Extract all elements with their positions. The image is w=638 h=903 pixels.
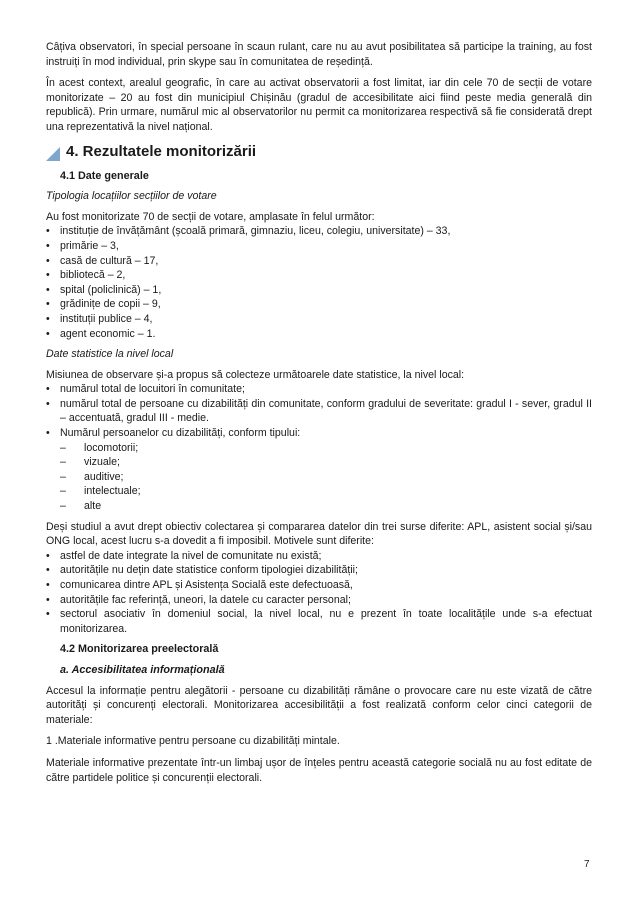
subsection-date-generale: 4.1 Date generale <box>60 169 149 182</box>
paragraph-materiale: Materiale informative prezentate într-un limbaj ușor de înțeles pentru această categorie socială nu au fost editate de către partidele politice și concurenții electorali. <box>46 756 592 784</box>
document-page <box>46 40 592 792</box>
list-item: • numărul total de locuitori în comunitate; <box>46 382 592 397</box>
section-heading <box>46 145 592 161</box>
stat-title: Date statistice la nivel local <box>46 348 174 361</box>
list-item: • instituții publice – 4, <box>46 312 592 327</box>
list-item: • agent economic – 1. <box>46 327 592 342</box>
page-number: 7 <box>584 859 590 870</box>
tipologia-title: Tipologia locațiilor secțiilor de votare <box>46 190 217 203</box>
list-item: • bibliotecă – 2, <box>46 268 592 283</box>
list-item: • grădinițe de copii – 9, <box>46 297 592 312</box>
list-item: • astfel de date integrate la nivel de comunitate nu există; <box>46 549 592 564</box>
list-item: • casă de cultură – 17, <box>46 254 592 269</box>
list-item: • instituție de învățământ (școală primară, gimnaziu, liceu, colegiu, universitate) – 33, <box>46 224 592 239</box>
stat-intro: Misiunea de observare și-a propus să colecteze următoarele date statistice, la nivel local: <box>46 368 465 381</box>
stat-list <box>46 382 592 513</box>
list-item: • autoritățile nu dețin date statistice conform tipologiei dizabilității; <box>46 563 592 578</box>
list-item: • sectorul asociativ în domeniul social, la nivel local, nu e prezent în toate localitățile unde s-a efectuat monitorizarea. <box>46 607 592 636</box>
list-item: • autoritățile fac referință, uneori, la datele cu caracter personal; <box>46 593 592 608</box>
paragraph-desi: Deși studiul a avut drept obiectiv colectarea și compararea datelor din trei surse diferite: APL, asistent social și/sau ONG local, acest lucru s-a dovedit a fi imposibil. Motivele sunt diferite: <box>46 520 592 548</box>
paragraph-acces: Accesul la informație pentru alegătorii - persoane cu dizabilități rămâne o provocare care nu este vizată de către autorități și concurenți electorali. Monitorizarea accesibilității a fost realizată conform celor cinci categorii de materiale: <box>46 684 592 726</box>
list-item <box>46 426 592 514</box>
tipologia-list <box>46 224 592 341</box>
list-item: – vizuale; <box>60 455 592 470</box>
materiale-title: 1 .Materiale informative pentru persoane cu dizabilități mintale. <box>46 735 340 748</box>
tip-list <box>60 441 592 514</box>
paragraph-context: În acest context, arealul geografic, în care au activat observatorii a fost limitat, iar din cele 70 de secții de votare monitorizate – 20 au fost din municipiul Chișinău (gradul de accesibilitate aici fiind peste media generală din republică). Prin urmare, numărul mic al observatorilor nu permit ca monitorizarea respectivă să fie considerată drept una reprezentativă la nivel național. <box>46 77 592 133</box>
list-item: – intelectuale; <box>60 484 592 499</box>
subsection-preelectoral: 4.2 Monitorizarea preelectorală <box>60 643 219 656</box>
list-item: – locomotorii; <box>60 441 592 456</box>
list-item: • primărie – 3, <box>46 239 592 254</box>
subsection-accesibilitate: a. Accesibilitatea informațională <box>60 663 225 676</box>
list-item: • numărul total de persoane cu dizabilități din comunitate, conform gradului de severitate: gradul I - sever, gradul II – accentuată, gradul III - medie. <box>46 397 592 426</box>
list-item: – auditive; <box>60 470 592 485</box>
list-item-text: Numărul persoanelor cu dizabilități, conform tipului: <box>60 427 301 440</box>
motive-list <box>46 549 592 637</box>
paragraph-training: Câțiva observatori, în special persoane în scaun rulant, care nu au avut posibilitatea să participe la training, au fost instruiți în mod individual, prin skype sau în comunitatea de reședință. <box>46 41 592 68</box>
section-title: 4. Rezultatele monitorizării <box>66 143 257 161</box>
list-item: • comunicarea dintre APL și Asistența Socială este defectuoasă, <box>46 578 592 593</box>
triangle-marker-icon <box>46 147 60 161</box>
list-item: – alte <box>60 499 592 514</box>
list-item: • spital (policlinică) – 1, <box>46 283 592 298</box>
tipologia-intro: Au fost monitorizate 70 de secții de votare, amplasate în felul următor: <box>46 210 375 223</box>
